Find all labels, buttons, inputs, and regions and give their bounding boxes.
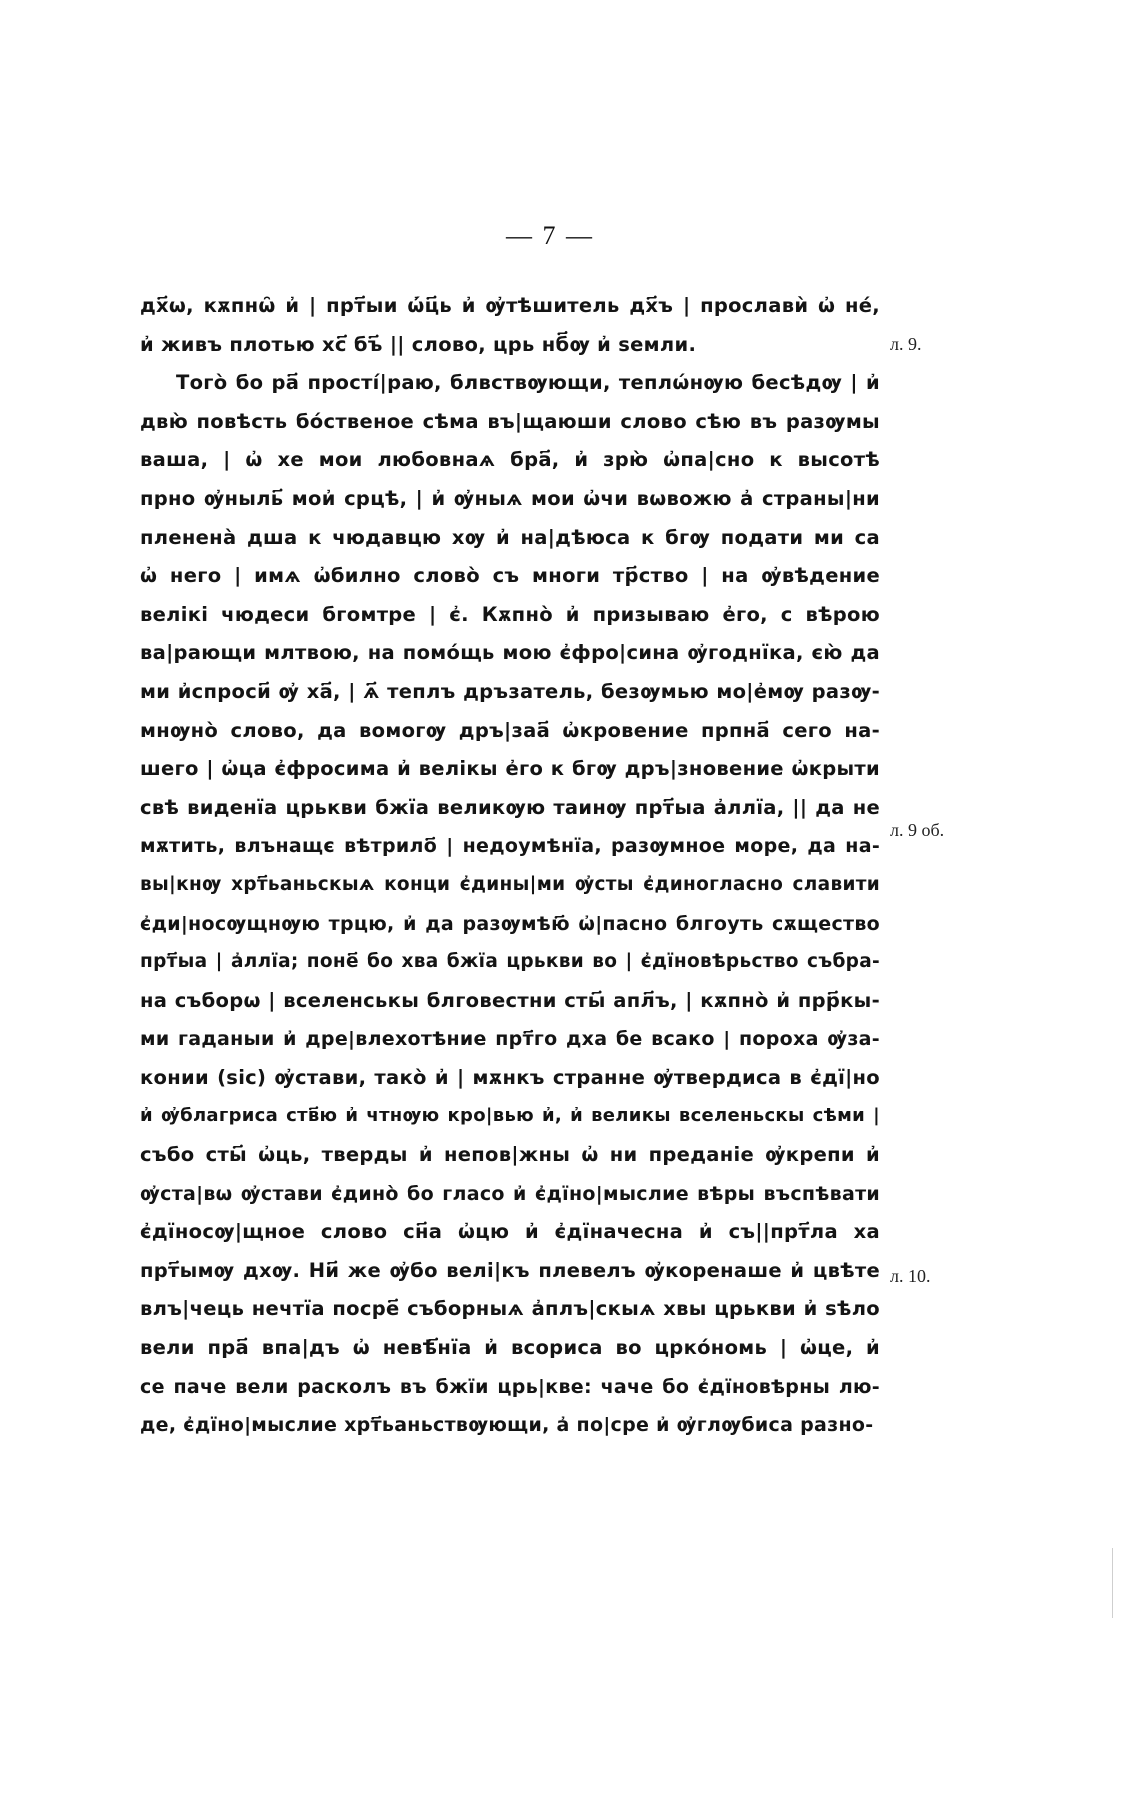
text-line: мнѹно̀ слово, да вомогѹ дръ|заа҃ ѡ҆кровение прпна҃ сего на- [140, 718, 880, 742]
text-line: шего | ѡ҆ца є҆фросима и҆ велікы е҆го к бгѹ дръ|зновение ѡ҆крыти [140, 757, 880, 781]
text-line: ми и҆спроси҃ ѹ҆ ха҃, | ѧ҃ теплъ дръзатель, безѹмью мо|е҆мѹ разѹ- [140, 679, 880, 703]
text-line: събо сты҃ ѡ҆ць, тверды и҆ непов|жны ѡ҆ ни преданіе ѹ҆крепи и҆ [140, 1143, 880, 1167]
margin-note-folio-10: л. 10. [890, 1266, 931, 1286]
text-line: ваша, | ѡ҆ хе мои любовнаѧ бра҃, и҆ зрю̀ ѡ҆па|сно к высотѣ [140, 448, 880, 472]
text-line: велікі чюдеси бгомтре | є҆. Кѫпно̀ и҆ призываю е҆го, с вѣрою [140, 602, 880, 626]
text-line: вели пра҃ впа|дъ ѡ҆ невѣ҃нїа и҆ всориса во црко́номь | ѡ҆це, и҆ [140, 1336, 880, 1360]
text-line: ми гаданыи и҆ дре|влехотѣние прт҃го дха бе всако | пороха ѹ҆за- [140, 1028, 880, 1051]
text-line: Того̀ бо ра҃ прості́|раю, блвствѹющи, теплѡ́нѹю бесѣдѹ | и҆ [176, 371, 880, 395]
text-line: конии (sic) ѹ҆стави, тако̀ и҆ | мѫнкъ странне ѹ҆твердиса в є҆дї|но [140, 1065, 880, 1089]
page-edge-mark [1112, 1548, 1113, 1618]
text-line: влъ|чець нечтїа посре҃ съборныѧ а҆плъ|скыѧ хвы црькви и҆ ѕѣло [140, 1297, 880, 1321]
text-line: и҆ живъ плотью хс҃ бъ҃ || слово, црь нб҃ѹ и҆ ѕемли. [140, 332, 697, 356]
margin-note-folio-9: л. 9. [890, 334, 922, 354]
text-line: се паче вели расколъ въ бжїи црь|кве: чаче бо є҆дїновѣрны лю- [140, 1375, 880, 1398]
text-line: мѫтить, влънащє вѣтрило҃ | недоумѣнїа, разѹмное море, да на- [140, 835, 880, 858]
margin-note-folio-9-verso: л. 9 об. [890, 820, 945, 840]
text-line: пленена̀ дша к чюдавцю хѹ и҆ на|дѣюса к бгѹ подати ми са [140, 525, 880, 549]
page-number [0, 221, 1140, 251]
text-line: де, є҆дїно|мыслие хрт҃ьаньствѹющи, а҆ по|сре и҆ ѹ҆глѹбиса разно- [140, 1414, 874, 1437]
text-line: двю̀ повѣсть бо́ственое сѣма въ|щаюши слово сѣю въ разѹмы [140, 409, 880, 433]
text-line: прт҃ыа | а҆ллїа; поне҃ бо хва бжїа црькви во | є҆дїновѣрьство събра- [140, 951, 880, 973]
text-line: и҆ ѹ҆благриса ств҃ю и҆ чтнѹю кро|вью и҆, и҆ великы вселеньскы сѣми | [140, 1105, 880, 1127]
text-line: на съборѡ | вселенськы блговестни сты҃ апл҃ъ, | кѫпно̀ и҆ прр҃кы- [140, 988, 880, 1012]
text-line: дх҃ѡ, кѫпнѡ̑ и҆ | прт҃ыи ѡ҆́ц҃ь и҆ ѹ҆тѣшитель дх҃ъ | прославѝ ѡ҆ не́, [140, 294, 880, 317]
text-line: ва|рающи млтвою, на помо́щь мою є҆фро|сина ѹ҆годнїка, єю̀ да [140, 641, 880, 665]
text-line: є҆ди|носѹщнѹю трцю, и҆ да разѹмѣю҃ ѡ҆|пасно блгоуть сѫщество [140, 912, 880, 935]
text-line: прно ѹ҆ныль҃ мои҆ срцѣ, | и҆ ѹ҆ныѧ мои ѡ҆чи вѡвожю а҆ страны|ни [140, 486, 880, 510]
text-line: свѣ виденїа црькви бжїа великѹю таинѹ прт҃ыа а҆ллїа, || да не [140, 795, 880, 819]
text-line: вы|кнѹ хрт҃ьаньскыѧ конци є҆дины|ми ѹ҆сты є҆диногласно славити [140, 873, 880, 895]
text-line: ѡ҆ него | имѧ ѡ҆билно слово̀ съ многи тр҃ство | на ѹ҆вѣдение [140, 564, 880, 588]
text-line: прт҃ымѹ дхѹ. Ни҃ же ѹ҆бо велі|къ плевелъ ѹ҆коренаше и҆ цвѣте [140, 1258, 880, 1282]
body-text [140, 287, 880, 1445]
text-line: ѹ҆ста|вѡ ѹ҆стави є҆дино̀ бо гласо и҆ є҆дїно|мыслие вѣры въспѣвати [140, 1182, 880, 1205]
page-number-text: — 7 — [506, 221, 594, 250]
text-line: є҆дїносѹ|щное слово сн҃а ѡ҆цю и҆ є҆дїначесна и҆ съ||прт҃ла ха [140, 1220, 880, 1244]
